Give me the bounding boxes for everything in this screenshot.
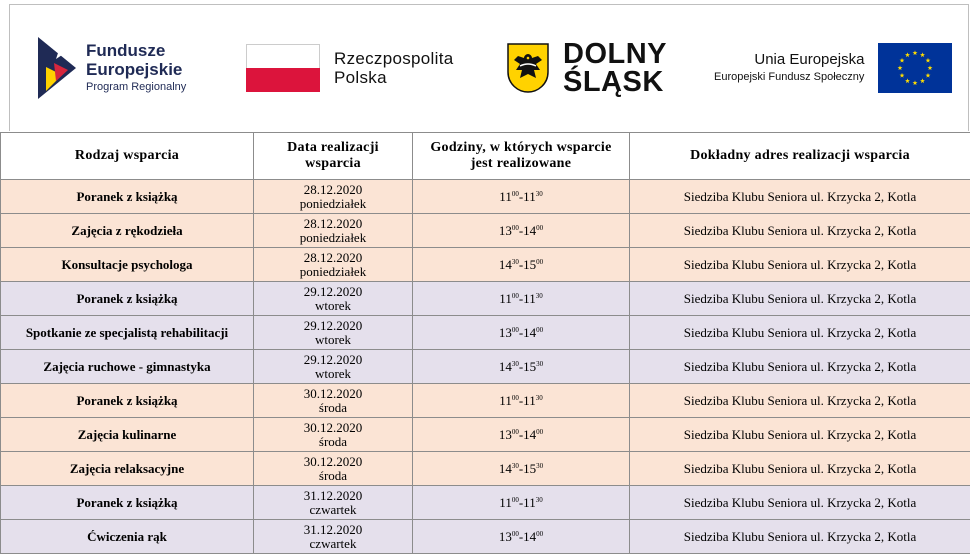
cell-hours: $14^{30}-15^{30}$	[413, 350, 630, 384]
cell-date: 30.12.2020 środa	[254, 384, 413, 418]
dolny-slask-logo	[506, 5, 667, 131]
table-header-row	[1, 133, 970, 180]
cell-support-type: Zajęcia kulinarne	[1, 418, 254, 452]
cell-address: Siedziba Klubu Seniora ul. Krzycka 2, Kotla	[630, 214, 970, 248]
cell-date: 29.12.2020 wtorek	[254, 282, 413, 316]
header-data: Data realizacji wsparcia	[254, 133, 413, 180]
cell-date: 28.12.2020 poniedziałek	[254, 180, 413, 214]
cell-hours: $11^{00}-11^{30}$	[413, 384, 630, 418]
header-godziny: Godziny, w których wsparcie jest realizowane	[413, 133, 630, 180]
table-row	[1, 486, 970, 520]
fundusze-line2: Europejskie	[86, 60, 183, 79]
cell-support-type: Spotkanie ze specjalistą rehabilitacji	[1, 316, 254, 350]
header-rodzaj: Rodzaj wsparcia	[1, 133, 254, 180]
support-schedule-table	[0, 132, 970, 554]
eu-flag-icon	[878, 43, 952, 93]
rzeczpospolita-polska-logo	[246, 5, 453, 131]
cell-address: Siedziba Klubu Seniora ul. Krzycka 2, Kotla	[630, 520, 970, 554]
cell-date: 28.12.2020 poniedziałek	[254, 248, 413, 282]
cell-date: 28.12.2020 poniedziałek	[254, 214, 413, 248]
table-row	[1, 214, 970, 248]
cell-date: 30.12.2020 środa	[254, 418, 413, 452]
cell-address: Siedziba Klubu Seniora ul. Krzycka 2, Kotla	[630, 248, 970, 282]
eagle-crest-icon	[506, 42, 550, 94]
cell-hours: $14^{30}-15^{00}$	[413, 248, 630, 282]
table-row	[1, 316, 970, 350]
logo-header	[9, 4, 969, 131]
unia-europejska-logo	[714, 5, 952, 131]
fundusze-europejskie-logo	[38, 5, 186, 131]
cell-support-type: Zajęcia ruchowe - gimnastyka	[1, 350, 254, 384]
table-row	[1, 350, 970, 384]
fundusze-europejskie-emblem	[38, 37, 76, 99]
cell-support-type: Poranek z książką	[1, 180, 254, 214]
cell-address: Siedziba Klubu Seniora ul. Krzycka 2, Kotla	[630, 282, 970, 316]
cell-hours: $11^{00}-11^{30}$	[413, 486, 630, 520]
rzeczpospolita-line1: Rzeczpospolita	[334, 49, 454, 68]
cell-support-type: Poranek z książką	[1, 384, 254, 418]
cell-hours: $13^{00}-14^{00}$	[413, 316, 630, 350]
cell-address: Siedziba Klubu Seniora ul. Krzycka 2, Kotla	[630, 452, 970, 486]
cell-address: Siedziba Klubu Seniora ul. Krzycka 2, Kotla	[630, 418, 970, 452]
table-row	[1, 384, 970, 418]
table-row	[1, 248, 970, 282]
cell-address: Siedziba Klubu Seniora ul. Krzycka 2, Kotla	[630, 486, 970, 520]
fundusze-line3: Program Regionalny	[86, 81, 187, 93]
cell-hours: $13^{00}-14^{00}$	[413, 214, 630, 248]
rzeczpospolita-line2: Polska	[334, 68, 387, 87]
cell-support-type: Zajęcia z rękodzieła	[1, 214, 254, 248]
slask-line: ŚLĄSK	[563, 66, 664, 98]
unia-line1: Unia Europejska	[754, 51, 865, 68]
cell-address: Siedziba Klubu Seniora ul. Krzycka 2, Kotla	[630, 316, 970, 350]
cell-address: Siedziba Klubu Seniora ul. Krzycka 2, Kotla	[630, 180, 970, 214]
cell-support-type: Konsultacje psychologa	[1, 248, 254, 282]
cell-date: 29.12.2020 wtorek	[254, 350, 413, 384]
cell-date: 31.12.2020 czwartek	[254, 486, 413, 520]
cell-address: Siedziba Klubu Seniora ul. Krzycka 2, Kotla	[630, 350, 970, 384]
table-row	[1, 180, 970, 214]
cell-date: 30.12.2020 środa	[254, 452, 413, 486]
cell-date: 29.12.2020 wtorek	[254, 316, 413, 350]
table-row	[1, 452, 970, 486]
cell-hours: $14^{30}-15^{30}$	[413, 452, 630, 486]
table-row	[1, 418, 970, 452]
header-adres: Dokładny adres realizacji wsparcia	[630, 133, 970, 180]
cell-support-type: Poranek z książką	[1, 282, 254, 316]
unia-line2: Europejski Fundusz Społeczny	[714, 71, 865, 83]
cell-address: Siedziba Klubu Seniora ul. Krzycka 2, Kotla	[630, 384, 970, 418]
fundusze-line1: Fundusze	[86, 41, 166, 60]
table-row	[1, 520, 970, 554]
cell-hours: $13^{00}-14^{00}$	[413, 418, 630, 452]
cell-date: 31.12.2020 czwartek	[254, 520, 413, 554]
cell-support-type: Ćwiczenia rąk	[1, 520, 254, 554]
cell-hours: $13^{00}-14^{00}$	[413, 520, 630, 554]
table-row	[1, 282, 970, 316]
polish-flag-icon	[246, 44, 320, 92]
cell-support-type: Zajęcia relaksacyjne	[1, 452, 254, 486]
cell-support-type: Poranek z książką	[1, 486, 254, 520]
cell-hours: $11^{00}-11^{30}$	[413, 282, 630, 316]
cell-hours: $11^{00}-11^{30}$	[413, 180, 630, 214]
dolny-line: DOLNY	[563, 38, 667, 70]
